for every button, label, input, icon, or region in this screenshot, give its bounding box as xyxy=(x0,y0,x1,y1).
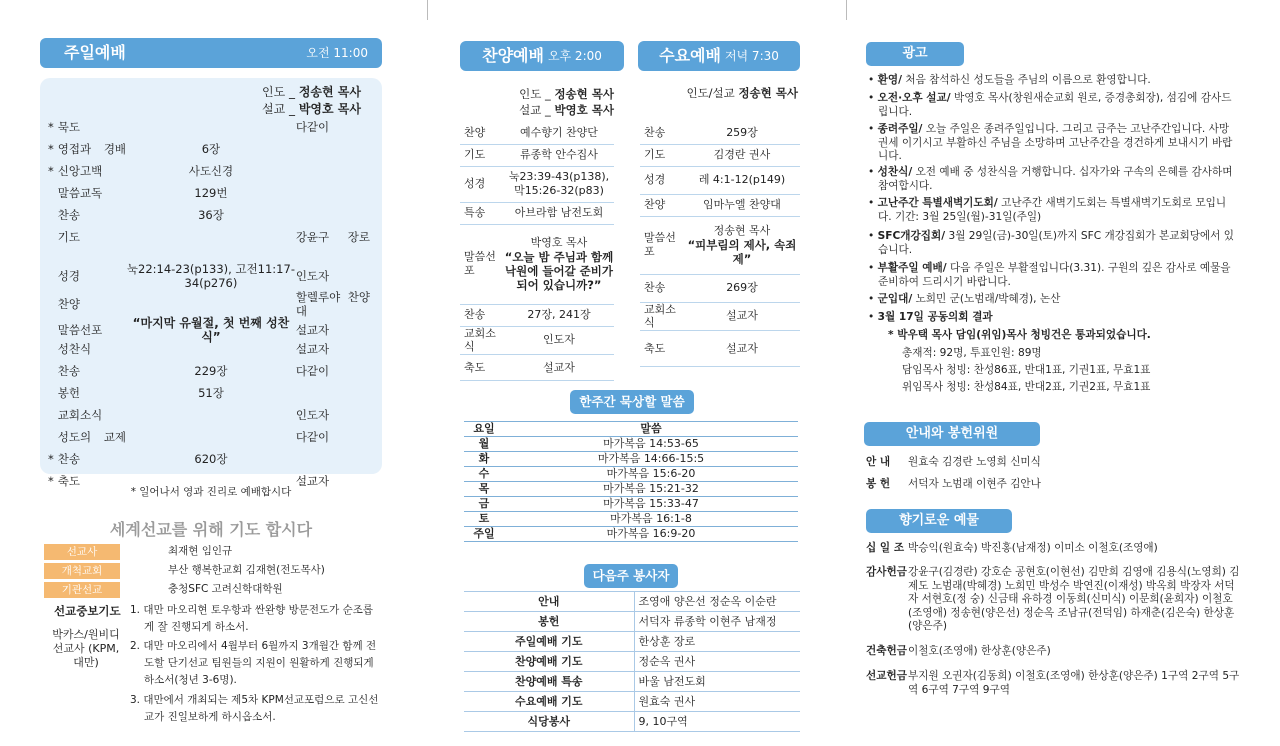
praise-order-table xyxy=(460,122,614,381)
ad-item xyxy=(866,92,1238,119)
order-item: 찬송 xyxy=(57,208,80,222)
order-item: 축도 xyxy=(57,474,80,488)
guide-names: 원효숙 김경란 노영희 신미식 xyxy=(908,456,1041,468)
order-person: 인도자 xyxy=(295,268,330,283)
order-row xyxy=(48,364,370,378)
ad-text: 노희민 군(노범래/박혜경), 논산 xyxy=(915,293,1061,305)
order-item: 말씀선포 xyxy=(640,216,684,274)
table-row xyxy=(464,482,798,497)
duty: 찬양예배 특송 xyxy=(464,672,634,692)
duty: 수요예배 기도 xyxy=(464,692,634,712)
duty: 찬양예배 기도 xyxy=(464,652,634,672)
servants-title: 다음주 봉사자 xyxy=(584,564,678,588)
praise-service-title: 찬양예배 xyxy=(482,46,544,65)
order-item: 말씀선포 xyxy=(460,224,504,304)
table-row xyxy=(640,302,800,331)
table-row xyxy=(464,452,798,467)
order-row xyxy=(48,290,370,319)
guide-title: 안내와 봉헌위원 xyxy=(864,422,1040,446)
order-row xyxy=(48,262,370,290)
order-value: 아브라함 남전도회 xyxy=(504,202,614,224)
servant-names: 서덕자 류종학 이현주 남재정 xyxy=(634,612,800,632)
order-person: 설교자 xyxy=(295,474,330,488)
leader-name: 정송현 목사 xyxy=(738,86,798,100)
scripture: 마가복음 14:66-15:5 xyxy=(504,452,798,467)
sunday-leaders xyxy=(262,84,361,118)
bullet-icon: • xyxy=(868,123,878,135)
table-row xyxy=(464,652,800,672)
standing-mark: * xyxy=(48,164,54,178)
page-fold-line xyxy=(427,0,428,20)
offering-row xyxy=(866,645,1244,659)
order-row xyxy=(48,452,370,466)
order-item: 봉헌 xyxy=(57,386,80,400)
servant-names: 정순옥 권사 xyxy=(634,652,800,672)
order-person: 설교자 xyxy=(295,322,330,337)
sermon-preacher: 정송현 목사 xyxy=(713,224,771,237)
order-value: 259장 xyxy=(684,122,800,144)
table-row xyxy=(640,166,800,194)
ad-item xyxy=(866,74,1238,88)
order-person: 다같이 xyxy=(295,364,330,378)
preacher-name: 박영호 목사 xyxy=(554,103,614,117)
ad-item xyxy=(866,262,1238,289)
table-row xyxy=(464,672,800,692)
preacher-label: 설교 _ xyxy=(519,103,551,117)
bullet-icon: • xyxy=(868,197,878,209)
order-row xyxy=(48,386,370,400)
duty: 안내 xyxy=(464,592,634,612)
offering-row xyxy=(866,566,1244,634)
order-content: 눅22:14-23(p133), 고전11:17-34(p276) xyxy=(126,262,295,290)
offering-type: 선교헌금 xyxy=(866,670,907,682)
order-person: 할렐루야 찬양대 xyxy=(295,290,370,319)
ad-head: 성찬식/ xyxy=(877,166,913,178)
order-value: 예수향기 찬양단 xyxy=(504,122,614,144)
order-row xyxy=(48,342,370,356)
day: 금 xyxy=(464,497,504,512)
order-content: 229장 xyxy=(194,364,228,379)
order-row xyxy=(48,408,370,422)
standing-mark: * xyxy=(48,474,54,488)
servant-names: 원효숙 권사 xyxy=(634,692,800,712)
duty: 식당봉사 xyxy=(464,712,634,732)
preacher-name: 박영호 목사 xyxy=(298,102,361,116)
prayer-item: 1. 대만 마오리현 토우항과 싼완향 방문전도가 순조롭게 잘 진행되게 하소서. xyxy=(130,604,374,633)
order-row xyxy=(48,164,370,178)
table-row xyxy=(464,612,800,632)
table-row xyxy=(460,304,614,326)
table-row xyxy=(460,144,614,166)
standing-mark: * xyxy=(48,452,54,466)
day: 수 xyxy=(464,467,504,482)
ad-text: 3월 29일(금)-30일(토)까지 SFC 개강집회가 본교회당에서 있습니다. xyxy=(878,230,1234,256)
guide-row xyxy=(866,478,1244,492)
order-value: 설교자 xyxy=(684,331,800,367)
meditation-title: 한주간 묵상할 말씀 xyxy=(570,390,694,414)
order-value: 임마누엘 찬양대 xyxy=(684,194,800,216)
table-header-row xyxy=(464,422,798,437)
column-header: 말씀 xyxy=(504,422,798,437)
offering-type: 감사헌금 xyxy=(866,566,907,578)
ad-text: 고난주간 새벽기도회는 특별새벽기도회로 모입니다. 기간: 3월 25일(월)-31일(주일) xyxy=(878,197,1227,223)
table-row xyxy=(464,592,800,612)
ads-title: 광고 xyxy=(866,42,964,66)
servant-names: 바울 남전도회 xyxy=(634,672,800,692)
sunday-service-title: 주일예배 xyxy=(64,43,126,62)
table-row xyxy=(464,692,800,712)
ad-item xyxy=(866,230,1238,257)
page-fold-line xyxy=(846,0,847,20)
offering-names: 박승익(원효숙) 박진홍(남재정) 이미소 이철호(조영애) xyxy=(908,542,1158,554)
sermon-title: “피부림의 제사, 속죄제” xyxy=(687,238,797,266)
offering-names: 이철호(조영애) 한상훈(양은주) xyxy=(908,645,1051,657)
servants-table xyxy=(464,591,800,732)
order-item: 성도의 교제 xyxy=(57,430,127,444)
prayer-item: 3. 대만에서 개최되는 제5차 KPM선교포럼으로 고신선교가 진일보하게 하시옵소서. xyxy=(130,694,379,723)
bullet-icon: • xyxy=(868,92,878,104)
order-value: 레 4:1-12(p149) xyxy=(684,166,800,194)
sermon-title: “오늘 밤 주님과 함께 낙원에 들어갈 준비가 되어 있습니까?” xyxy=(504,250,614,292)
mission-value: 충청SFC 고려신학대학원 xyxy=(168,583,283,596)
ad-item xyxy=(866,293,1238,307)
day: 토 xyxy=(464,512,504,527)
order-value: 269장 xyxy=(684,274,800,302)
ad-head: 고난주간 특별새벽기도회/ xyxy=(877,197,998,209)
order-person: 다같이 xyxy=(295,430,330,444)
praise-service-header xyxy=(460,41,624,71)
guide-role: 봉 헌 xyxy=(866,478,891,490)
meditation-table xyxy=(464,421,798,542)
leader-name: 정송현 목사 xyxy=(298,85,361,99)
bullet-icon: • xyxy=(868,230,878,242)
offering-row xyxy=(866,542,1244,556)
offering-row xyxy=(866,670,1244,697)
wednesday-service-title: 수요예배 xyxy=(659,46,721,65)
leader-label: 인도 _ xyxy=(519,87,551,101)
order-item: 기도 xyxy=(640,144,684,166)
order-item: 찬송 xyxy=(57,452,80,466)
order-item: 특송 xyxy=(460,202,504,224)
prayer-item: 2. 대만 마오리에서 4월부터 6월까지 3개월간 함께 전도할 단기선교 팀원들의 지원이 원활하게 진행되게 하소서(청년 3-6명). xyxy=(130,640,377,686)
table-row xyxy=(640,331,800,367)
prayer-label: 선교중보기도 xyxy=(54,604,121,618)
sunday-service-section xyxy=(40,38,382,498)
order-item: 교회소식 xyxy=(640,302,684,331)
order-item: 찬송 xyxy=(57,364,80,378)
ad-head: 환영/ xyxy=(877,74,902,86)
order-value: 인도자 xyxy=(504,326,614,355)
wednesday-leaders xyxy=(660,86,798,100)
ad-head: 군입대/ xyxy=(877,293,913,305)
table-row xyxy=(464,527,798,542)
vote-line: 위임목사 청빙: 찬성84표, 반대2표, 기권2표, 무효1표 xyxy=(902,381,1151,393)
ad-item xyxy=(866,311,1238,325)
mission-value: 최재현 임인규 xyxy=(168,545,233,558)
guide-row xyxy=(866,456,1244,470)
bullet-icon: • xyxy=(868,311,878,323)
ad-head: SFC개강집회/ xyxy=(877,230,946,242)
table-row xyxy=(460,166,614,202)
scripture: 마가복음 15:33-47 xyxy=(504,497,798,512)
order-row xyxy=(48,316,370,344)
day: 목 xyxy=(464,482,504,497)
sermon-preacher: 박영호 목사 xyxy=(530,236,588,249)
order-item: 찬양 xyxy=(640,194,684,216)
order-content: 620장 xyxy=(194,452,228,467)
order-row xyxy=(48,142,370,156)
order-item: 성경 xyxy=(460,166,504,202)
ad-head: 3월 17일 공동의회 결과 xyxy=(877,311,993,323)
order-content: 6장 xyxy=(201,142,221,157)
day: 월 xyxy=(464,437,504,452)
table-row xyxy=(464,512,798,527)
order-item: 묵도 xyxy=(57,120,80,134)
order-value: 김경란 권사 xyxy=(684,144,800,166)
order-value: 설교자 xyxy=(684,302,800,331)
order-content: 사도신경 xyxy=(188,164,234,179)
mission-row xyxy=(44,563,325,579)
column-header: 요일 xyxy=(464,422,504,437)
mission-label: 기관선교 xyxy=(44,582,120,598)
ad-text: 다음 주일은 부활절입니다(3.31). 구원의 깊은 감사로 예물을 준비하여 드리시기 바랍니다. xyxy=(878,262,1231,288)
sunday-order-box xyxy=(40,78,382,498)
order-item: 기도 xyxy=(57,230,80,244)
order-value: 눅23:39-43(p138), 막15:26-32(p83) xyxy=(504,166,614,202)
table-row xyxy=(640,274,800,302)
servant-names: 한상훈 장로 xyxy=(634,632,800,652)
table-row xyxy=(464,467,798,482)
preacher-label: 설교 _ xyxy=(262,102,295,116)
order-person: 다같이 xyxy=(295,120,330,134)
standing-mark: * xyxy=(48,120,54,134)
table-row xyxy=(460,202,614,224)
sunday-service-time: 오전 11:00 xyxy=(306,45,368,60)
ad-text: 박영호 목사(창원새순교회 원로, 증경총회장), 섬김에 감사드립니다. xyxy=(878,92,1232,118)
table-row xyxy=(464,437,798,452)
table-row xyxy=(460,355,614,381)
order-item: 교회소식 xyxy=(460,326,504,355)
duty: 봉헌 xyxy=(464,612,634,632)
order-content: 51장 xyxy=(198,386,224,401)
servant-names: 조영애 양은선 정순옥 이순란 xyxy=(634,592,800,612)
leader-label: 인도 _ xyxy=(262,85,295,99)
order-content: 36장 xyxy=(198,208,224,223)
praise-leaders xyxy=(500,86,614,118)
day: 주일 xyxy=(464,527,504,542)
offering-type: 건축헌금 xyxy=(866,645,907,657)
order-value: 류종학 안수집사 xyxy=(504,144,614,166)
order-item: 기도 xyxy=(460,144,504,166)
table-row xyxy=(464,632,800,652)
table-row xyxy=(640,144,800,166)
order-person: 인도자 xyxy=(295,408,330,422)
ad-head: 부활주일 예배/ xyxy=(877,262,947,274)
order-item: 찬양 xyxy=(57,297,80,312)
servant-names: 9, 10구역 xyxy=(634,712,800,732)
vote-line: 담임목사 청빙: 찬성86표, 반대1표, 기권1표, 무효1표 xyxy=(902,364,1151,376)
order-item: 찬송 xyxy=(640,122,684,144)
mission-title: 세계선교를 위해 기도 합시다 xyxy=(109,520,313,539)
order-person: 강윤구 장로 xyxy=(295,230,370,244)
mission-value: 부산 행복한교회 김재현(전도목사) xyxy=(168,564,325,577)
duty: 주일예배 기도 xyxy=(464,632,634,652)
order-value: 27장, 241장 xyxy=(504,304,614,326)
order-item: 찬송 xyxy=(640,274,684,302)
order-value: 설교자 xyxy=(504,355,614,381)
bullet-icon: • xyxy=(868,262,878,274)
order-item: 찬양 xyxy=(460,122,504,144)
guide-role: 안 내 xyxy=(866,456,891,468)
sunday-service-header xyxy=(40,38,382,68)
mission-label: 선교사 xyxy=(44,544,120,560)
scripture: 마가복음 14:53-65 xyxy=(504,437,798,452)
table-row xyxy=(464,497,798,512)
order-row xyxy=(48,208,370,222)
mission-row xyxy=(44,544,232,560)
guide-names: 서덕자 노범래 이현주 김안나 xyxy=(908,478,1041,490)
offering-type: 십 일 조 xyxy=(866,542,905,554)
scripture: 마가복음 15:6-20 xyxy=(504,467,798,482)
order-item: 영접과 경배 xyxy=(57,142,127,156)
table-row xyxy=(464,712,800,732)
standing-mark: * xyxy=(48,142,54,156)
standing-note: * 일어나서 영과 진리로 예배합시다 xyxy=(130,486,292,498)
ad-item xyxy=(866,123,1238,164)
order-row xyxy=(48,430,370,444)
order-row xyxy=(48,186,370,200)
order-item: 교회소식 xyxy=(57,408,103,422)
ad-text: 오전 예배 중 성찬식을 거행합니다. 십자가와 구속의 은혜를 감사하며 참여합시다. xyxy=(878,166,1233,192)
ad-text: 처음 참석하신 성도들을 주님의 이름으로 환영합니다. xyxy=(905,74,1151,86)
order-person: 설교자 xyxy=(295,342,330,356)
mission-row xyxy=(44,582,283,598)
order-row xyxy=(48,120,370,134)
scripture: 마가복음 15:21-32 xyxy=(504,482,798,497)
order-item: 성찬식 xyxy=(57,342,92,356)
leader-label: 인도/설교 xyxy=(686,86,735,100)
wednesday-order-table xyxy=(640,122,800,367)
bullet-icon: • xyxy=(868,293,878,305)
ad-text: 오늘 주일은 종려주일입니다. 그리고 금주는 고난주간입니다. 사망권세 이기시고 부활하신 주님을 소망하며 고난주간을 경건하게 보내시기 바랍니다. xyxy=(878,123,1233,162)
order-row xyxy=(48,230,370,244)
wednesday-service-header xyxy=(638,41,800,71)
bullet-icon: • xyxy=(868,74,878,86)
table-row xyxy=(640,194,800,216)
ad-head: 오전·오후 설교/ xyxy=(877,92,951,104)
order-content: “마지막 유월절, 첫 번째 성찬식” xyxy=(132,316,290,344)
offering-names: 부지원 오권자(김동희) 이철호(조영애) 한상훈(양은주) 1구역 2구역 5구역 6구역 7구역 9구역 xyxy=(908,670,1240,696)
mission-label: 개척교회 xyxy=(44,563,120,579)
table-row xyxy=(460,224,614,304)
table-row xyxy=(640,216,800,274)
offering-title: 향기로운 예물 xyxy=(866,509,1012,533)
vote-line: 총재적: 92명, 투표인원: 89명 xyxy=(902,347,1042,359)
offering-names: 강윤구(김경란) 강호순 공현호(이현선) 김만희 김영애 김용식(노영희) 김제도 노범래(박혜경) 노희민 박성수 박연진(이재성) 박옥희 박장자 서덕자 서현호(정 숭) 신금태 유하경 이동희(신미식) 이문희(윤희자) 이철호(조영애) 정송현(양은선) 정순옥 조남규(전덕임) 하재춘(김은숙) 한상훈(양은주) xyxy=(908,566,1240,632)
scripture: 마가복음 16:9-20 xyxy=(504,527,798,542)
vote-result-head: * 박우택 목사 담임(위임)목사 청빙건은 통과되었습니다. xyxy=(888,329,1151,341)
ad-item xyxy=(866,197,1238,224)
prayer-missionary: 박카스/원비디 선교사 (KPM, 대만) xyxy=(52,628,120,669)
ad-head: 종려주일/ xyxy=(877,123,923,135)
praise-service-time: 오후 2:00 xyxy=(547,48,602,63)
order-content: 129번 xyxy=(194,186,228,201)
order-item: 신앙고백 xyxy=(57,164,103,178)
order-item: 축도 xyxy=(460,355,504,381)
table-row xyxy=(460,122,614,144)
wednesday-service-time: 저녁 7:30 xyxy=(724,48,779,63)
order-item: 성경 xyxy=(57,268,80,283)
order-item: 찬송 xyxy=(460,304,504,326)
leader-name: 정송현 목사 xyxy=(554,87,614,101)
order-item: 말씀선포 xyxy=(57,322,103,337)
table-row xyxy=(640,122,800,144)
scripture: 마가복음 16:1-8 xyxy=(504,512,798,527)
order-item: 축도 xyxy=(640,331,684,367)
ad-item xyxy=(866,166,1238,193)
table-row xyxy=(460,326,614,355)
order-item: 성경 xyxy=(640,166,684,194)
bullet-icon: • xyxy=(868,166,878,178)
day: 화 xyxy=(464,452,504,467)
order-item: 말씀교독 xyxy=(57,186,103,200)
